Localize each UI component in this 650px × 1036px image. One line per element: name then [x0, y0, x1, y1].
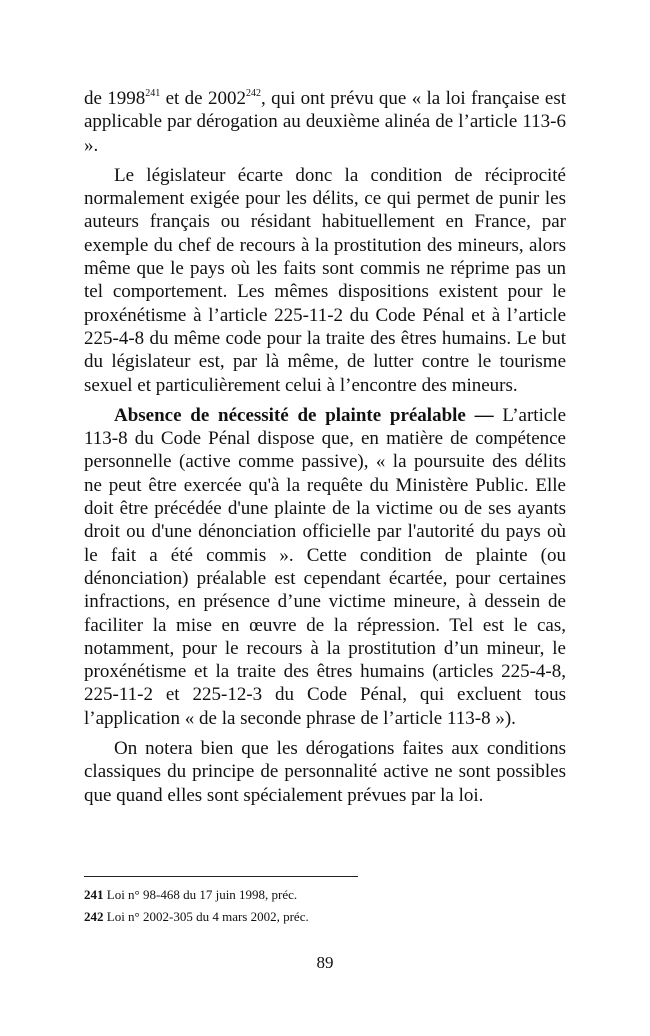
footnote-separator: [84, 876, 358, 877]
footnote-text: Loi n° 2002-305 du 4 mars 2002, préc.: [103, 909, 309, 924]
footnote-241: [84, 884, 566, 906]
body-text: [84, 87, 566, 814]
paragraph-4: On notera bien que les dérogations faites aux conditions classiques du principe de personnalité active ne sont possibles que quand elles sont spécialement prévues par la loi.: [84, 738, 566, 806]
paragraph-3-body: L’article 113-8 du Code Pénal dispose que, en matière de compétence personnelle (active comme passive), « la poursuite des délits ne peut être exercée qu'à la requête du Ministère Public. Elle doit être précédée d'une plainte de la victime ou de ses ayants droit ou d'une dénonciation officielle par l'autorité du pays où le fait a été commis ». Cette condition de plainte (ou dénonciation) préalable est cependant écartée, pour certaines infractions, en présence d’une victime mineure, à dessein de faciliter la mise en œuvre de la répression. Tel est le cas, notamment, pour le recours à la prostitution d’un mineur, le proxénétisme et la traite des êtres humains (articles 225-4-8, 225-11-2 et 225-12-3 du Code Pénal, qui excluent tous l’application « de la seconde phrase de l’article 113-8 »).: [84, 404, 566, 729]
paragraph-3: [84, 404, 566, 730]
footnotes: [84, 884, 566, 928]
section-heading: Absence de nécessité de plainte préalable —: [114, 404, 494, 426]
footnote-ref-241: 241: [145, 88, 161, 99]
paragraph-1: [84, 87, 566, 157]
footnote-text: Loi n° 98-468 du 17 juin 1998, préc.: [103, 887, 298, 902]
footnote-242: [84, 906, 566, 928]
paragraph-1-text-c: , qui ont prévu que « la loi française est applicable par dérogation au deuxième alinéa de l’article 113-6 ».: [84, 88, 566, 156]
footnote-number: 242: [84, 909, 104, 924]
paragraph-1-text-a: de 1998: [84, 88, 146, 109]
footnote-ref-242: 242: [245, 88, 261, 99]
footnote-number: 241: [84, 887, 104, 902]
paragraph-2: Le législateur écarte donc la condition de réciprocité normalement exigée pour les délits, ce qui permet de punir les auteurs français ou résidant habituellement en France, par exemple du chef de recours à la prostitution des mineurs, alors même que le pays où les faits sont commis ne réprime pas un tel comportement. Les mêmes dispositions existent pour le proxénétisme à l’article 225-11-2 du Code Pénal et à l’article 225-4-8 du même code pour la traite des êtres humains. Le but du législateur est, par là même, de lutter contre le tourisme sexuel et particulièrement celui à l’encontre des mineurs.: [84, 164, 566, 396]
paragraph-1-text-b: et de 2002: [160, 88, 246, 109]
page-number: 89: [316, 953, 334, 972]
